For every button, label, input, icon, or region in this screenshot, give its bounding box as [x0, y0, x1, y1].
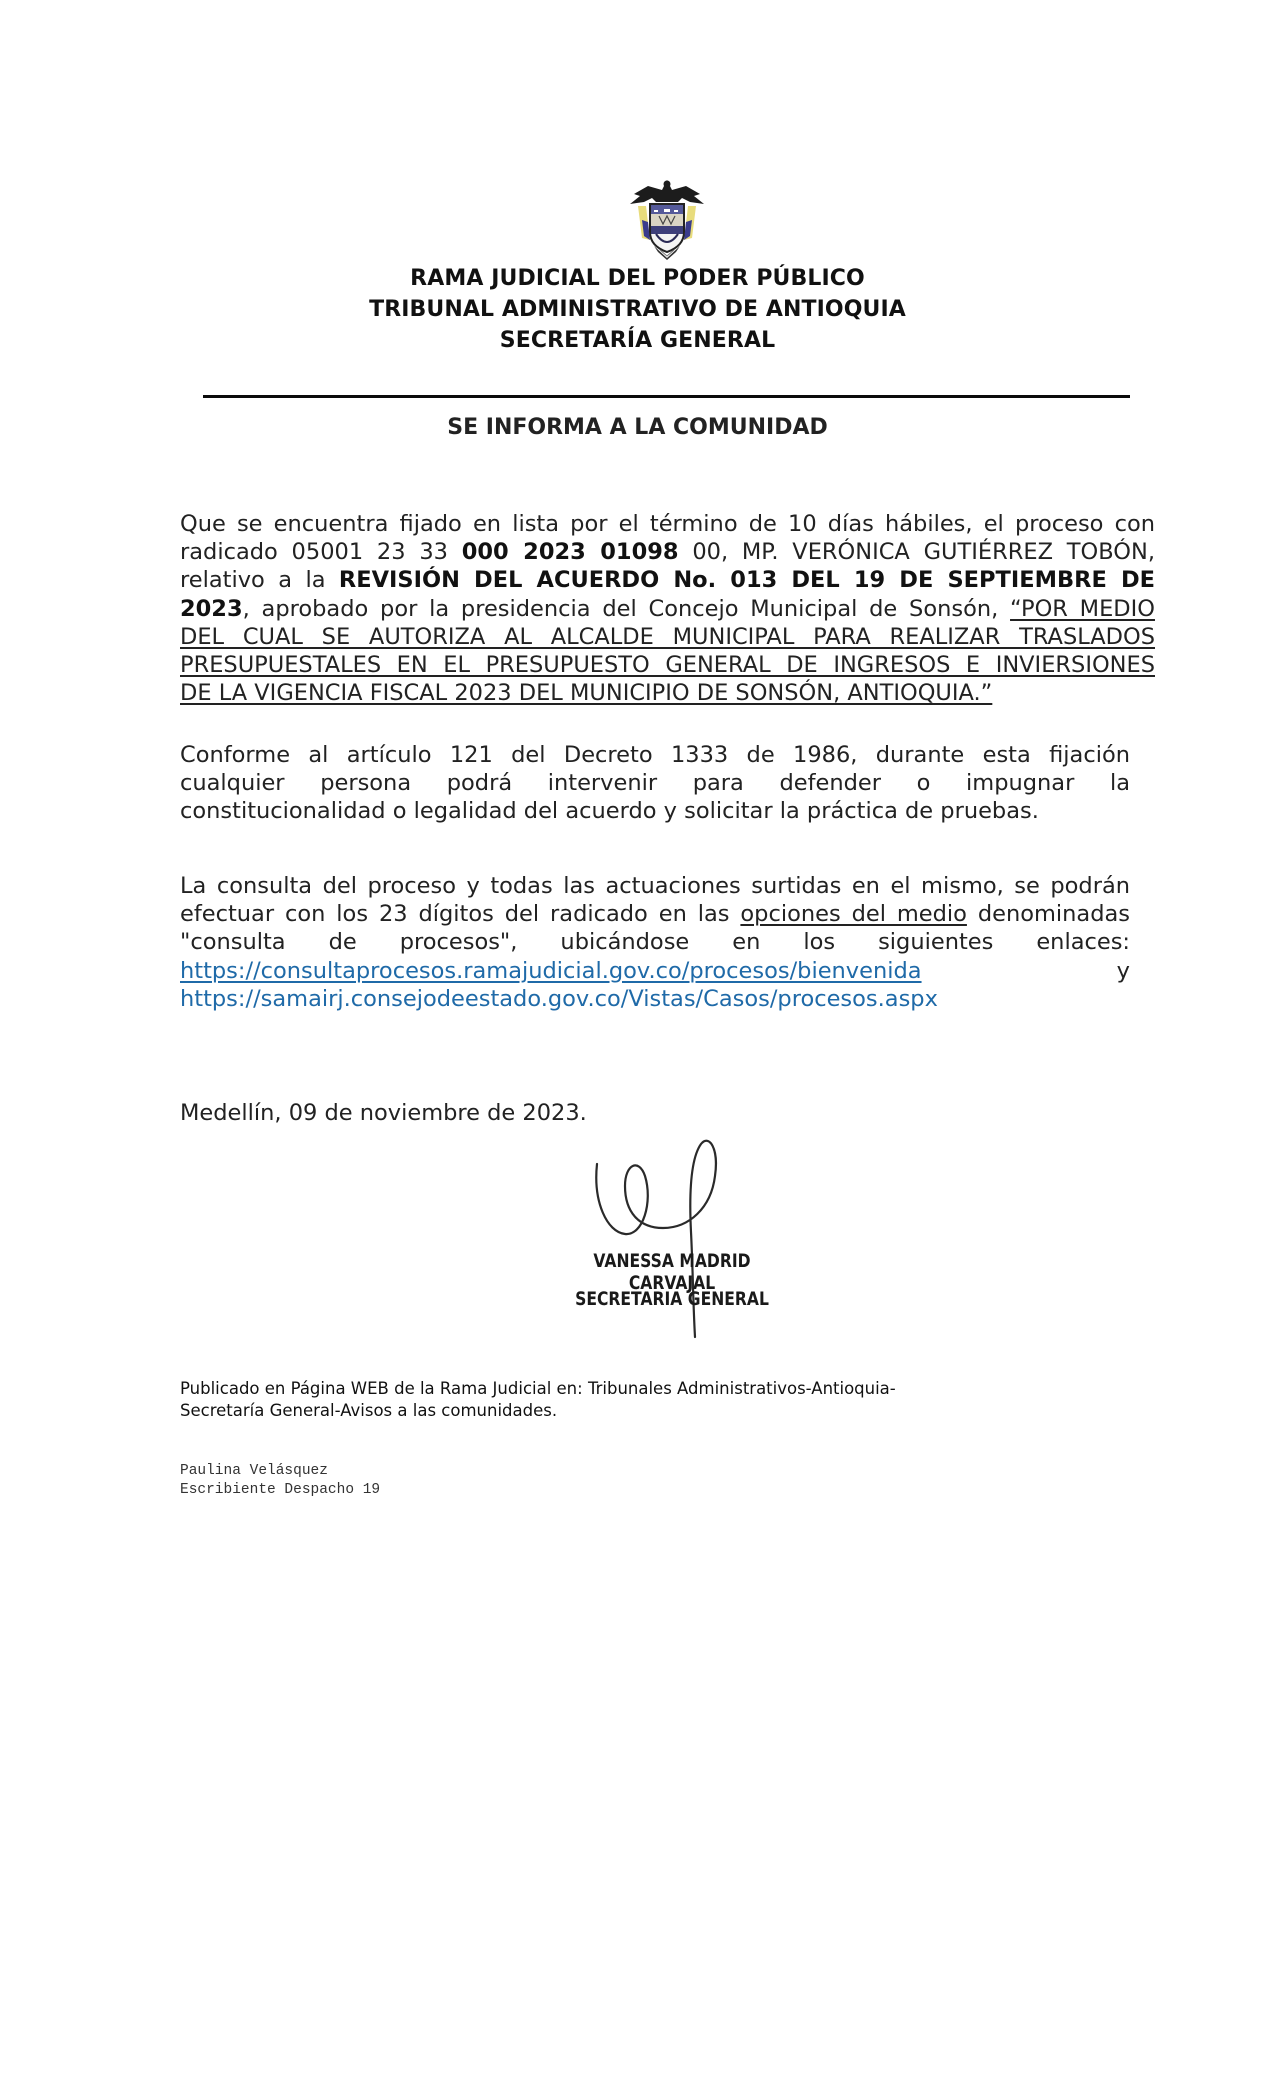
- clerk-name: Paulina Velásquez: [180, 1463, 328, 1479]
- handwritten-signature: [585, 1132, 745, 1342]
- paragraph-consulta: [180, 872, 1130, 1013]
- paragraph-line: "consulta de procesos", ubicándose en los siguientes enlaces:: [180, 929, 1130, 956]
- colombia-coat-of-arms-icon: [626, 176, 708, 262]
- paragraph-line: constitucionalidad o legalidad del acuerdo y solicitar la práctica de pruebas.: [180, 798, 1039, 825]
- acuerdo-title: REVISIÓN DEL ACUERDO No. 013 DEL 19 DE SEPTIEMBRE DE: [338, 567, 1156, 594]
- consulta-procesos-link[interactable]: https://consultaprocesos.ramajudicial.gov.co/procesos/bienvenida: [180, 957, 922, 984]
- paragraph-line: Conforme al artículo 121 del Decreto 1333 de 1986, durante esta fijación: [180, 742, 1130, 768]
- paragraph-line: [180, 679, 1155, 707]
- samai-link[interactable]: https://samairj.consejodeestado.gov.co/Vistas/Casos/procesos.aspx: [180, 985, 938, 1012]
- paragraph-line: [180, 957, 1130, 985]
- header-line-rama-judicial: RAMA JUDICIAL DEL PODER PÚBLICO: [410, 266, 865, 291]
- paragraph-line: La consulta del proceso y todas las actuaciones surtidas en el mismo, se podrán: [180, 873, 1130, 899]
- signer-name: VANESSA MADRID CARVAJAL: [593, 1250, 751, 1294]
- text: 00, MP. VERÓNICA GUTIÉRREZ TOBÓN,: [678, 539, 1155, 566]
- acuerdo-quote-line: DEL CUAL SE AUTORIZA AL ALCALDE MUNICIPAL PARA REALIZAR TRASLADOS: [180, 623, 1155, 650]
- paragraph-line: [180, 900, 1130, 928]
- paragraph-line: [180, 595, 1155, 623]
- signer-title: SECRETARIA GENERAL: [575, 1288, 769, 1310]
- text: denominadas: [966, 901, 1130, 928]
- date-line: Medellín, 09 de noviembre de 2023.: [180, 1100, 587, 1126]
- radicado-number: 000 2023 01098: [461, 539, 679, 566]
- acuerdo-quote: “POR MEDIO: [1010, 595, 1155, 622]
- opciones-del-medio: opciones del medio: [740, 901, 967, 928]
- paragraph-line: [180, 985, 1130, 1013]
- paragraph-line: [180, 538, 1155, 566]
- clerk-role: Escribiente Despacho 19: [180, 1482, 381, 1498]
- paragraph-line: cualquier persona podrá intervenir para defender o impugnar la: [180, 770, 1130, 797]
- conjunction: y: [1116, 957, 1130, 984]
- header-line-secretaria: SECRETARÍA GENERAL: [499, 328, 776, 353]
- text: Que se encuentra fijado en lista por el término de 10 días hábiles, el proceso con: [180, 511, 1155, 537]
- text: , aprobado por la presidencia del Concejo Municipal de Sonsón,: [242, 595, 1011, 622]
- text: efectuar con los 23 dígitos del radicado en las: [180, 901, 741, 928]
- publication-note: [180, 1378, 1080, 1422]
- paragraph-line: [180, 510, 1155, 538]
- notice-title: SE INFORMA A LA COMUNIDAD: [447, 415, 828, 440]
- acuerdo-quote-line: PRESUPUESTALES EN EL PRESUPUESTO GENERAL DE INGRESOS E INVIERSIONES: [180, 652, 1155, 679]
- publication-line: Publicado en Página WEB de la Rama Judicial en: Tribunales Administrativos-Antioquia-: [180, 1379, 896, 1398]
- paragraph-fijacion: [180, 510, 1155, 707]
- text: relativo a la: [180, 567, 339, 594]
- paragraph-conforme: [180, 741, 1130, 826]
- header-line-tribunal: TRIBUNAL ADMINISTRATIVO DE ANTIOQUIA: [369, 297, 906, 322]
- header-divider: [203, 395, 1130, 398]
- publication-line: Secretaría General-Avisos a las comunidades.: [180, 1401, 558, 1420]
- text: radicado 05001 23 33: [180, 539, 462, 566]
- acuerdo-quote-line: DE LA VIGENCIA FISCAL 2023 DEL MUNICIPIO DE SONSÓN, ANTIOQUIA.”: [180, 680, 993, 707]
- acuerdo-year: 2023: [180, 595, 243, 622]
- paragraph-line: [180, 566, 1155, 594]
